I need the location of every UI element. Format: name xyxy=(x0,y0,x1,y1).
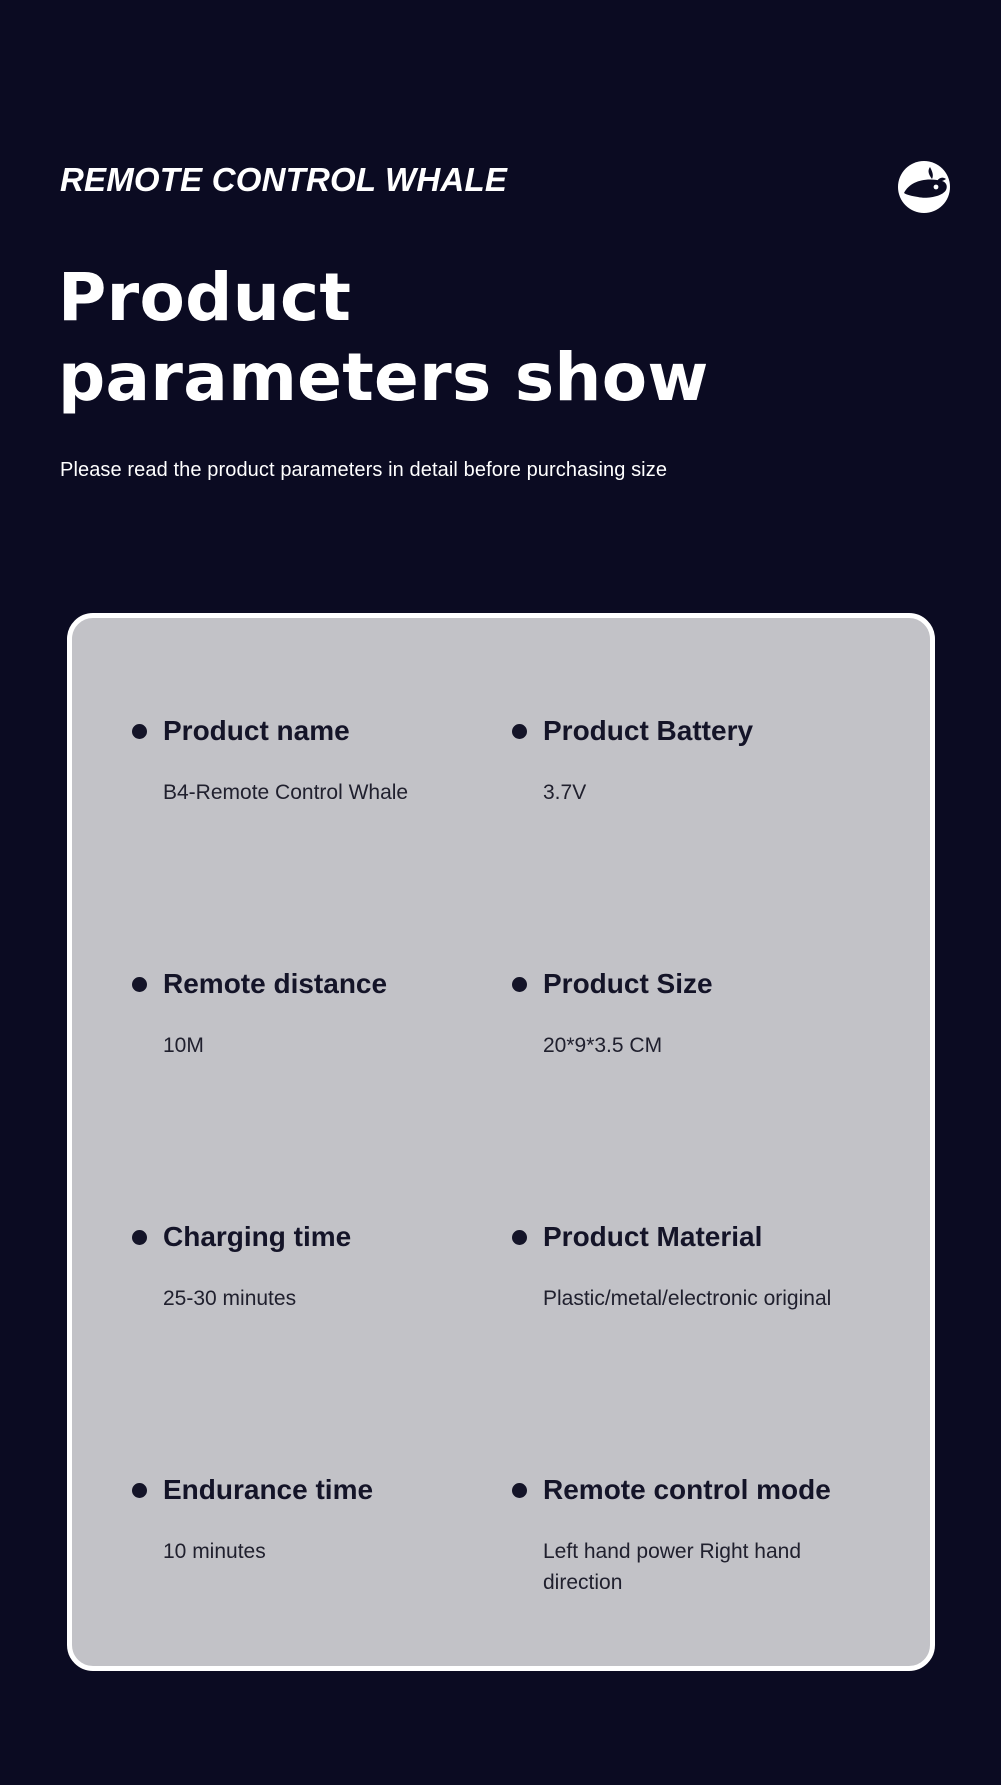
bullet-icon xyxy=(132,977,147,992)
bullet-icon xyxy=(512,724,527,739)
param-value: 20*9*3.5 CM xyxy=(543,1034,663,1057)
param-value: 10M xyxy=(163,1034,204,1057)
bullet-icon xyxy=(132,1230,147,1245)
param-label: Product Battery xyxy=(543,715,754,746)
param-label: Charging time xyxy=(163,1221,352,1252)
param-label: Product Size xyxy=(543,968,713,999)
brand-title: REMOTE CONTROL WHALE xyxy=(60,161,508,198)
param-value: Plastic/metal/electronic original xyxy=(543,1287,832,1310)
param-label: Remote control mode xyxy=(543,1474,831,1505)
param-label: Endurance time xyxy=(163,1474,374,1505)
header xyxy=(60,163,940,223)
param-value: B4-Remote Control Whale xyxy=(163,781,409,804)
bullet-icon xyxy=(512,1483,527,1498)
param-value: Left hand power Right hand direction xyxy=(543,1540,802,1594)
whale-logo-icon xyxy=(896,159,952,215)
bullet-icon xyxy=(512,977,527,992)
param-value: 3.7V xyxy=(543,781,587,804)
bullet-icon xyxy=(132,1483,147,1498)
param-label: Remote distance xyxy=(163,968,388,999)
page-subtitle: Please read the product parameters in detail before purchasing size xyxy=(60,459,668,481)
param-label: Product name xyxy=(163,715,350,746)
parameters-card xyxy=(67,613,935,1671)
param-value: 25-30 minutes xyxy=(163,1287,297,1310)
bullet-icon xyxy=(132,724,147,739)
param-value: 10 minutes xyxy=(163,1540,266,1563)
page-title-line-2: parameters show xyxy=(58,339,709,416)
page-title xyxy=(58,258,709,418)
param-label: Product Material xyxy=(543,1221,763,1252)
page-title-line-1: Product xyxy=(58,259,352,336)
bullet-icon xyxy=(512,1230,527,1245)
